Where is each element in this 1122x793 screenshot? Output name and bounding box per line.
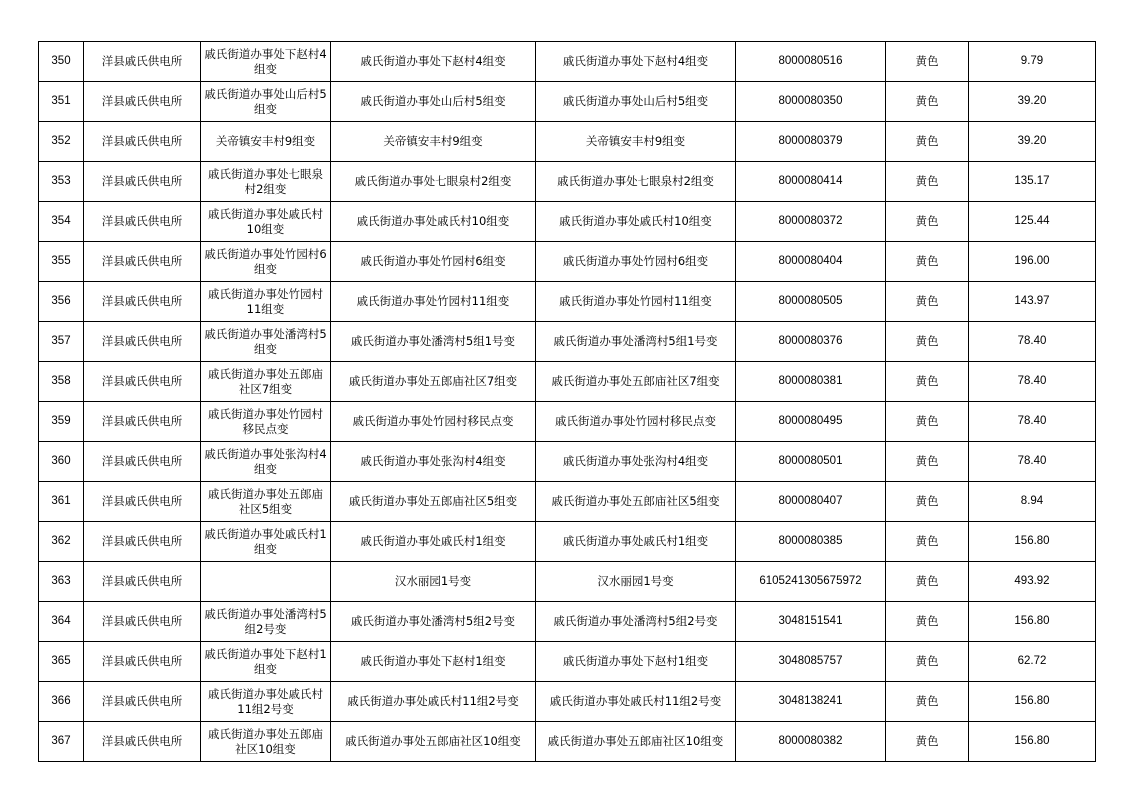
transformer-name-cell: 戚氏街道办事处山后村5组变 xyxy=(201,82,331,122)
row-number-cell: 362 xyxy=(39,522,84,562)
supply-station-cell: 洋县戚氏供电所 xyxy=(84,362,201,402)
transformer-alias-cell: 戚氏街道办事处山后村5组变 xyxy=(536,82,736,122)
transformer-name-cell: 戚氏街道办事处潘湾村5组2号变 xyxy=(201,602,331,642)
transformer-desc-cell: 戚氏街道办事处张沟村4组变 xyxy=(331,442,536,482)
row-number-cell: 353 xyxy=(39,162,84,202)
transformer-alias-cell: 关帝镇安丰村9组变 xyxy=(536,122,736,162)
warning-level-cell: 黄色 xyxy=(886,282,969,322)
row-number-cell: 351 xyxy=(39,82,84,122)
row-number-cell: 366 xyxy=(39,682,84,722)
transformer-alias-cell: 戚氏街道办事处张沟村4组变 xyxy=(536,442,736,482)
meter-code-cell: 8000080350 xyxy=(736,82,886,122)
transformer-alias-cell: 戚氏街道办事处下赵村1组变 xyxy=(536,642,736,682)
row-number-cell: 367 xyxy=(39,722,84,762)
transformer-name-cell xyxy=(201,562,331,602)
transformer-name-cell: 戚氏街道办事处戚氏村11组2号变 xyxy=(201,682,331,722)
supply-station-cell: 洋县戚氏供电所 xyxy=(84,162,201,202)
table-row xyxy=(39,42,1096,82)
supply-station-cell: 洋县戚氏供电所 xyxy=(84,242,201,282)
meter-code-cell: 8000080407 xyxy=(736,482,886,522)
meter-code-cell: 6105241305675972 xyxy=(736,562,886,602)
row-number-cell: 358 xyxy=(39,362,84,402)
warning-level-cell: 黄色 xyxy=(886,162,969,202)
transformer-name-cell: 戚氏街道办事处竹园村11组变 xyxy=(201,282,331,322)
transformer-desc-cell: 戚氏街道办事处竹园村移民点变 xyxy=(331,402,536,442)
transformer-desc-cell: 戚氏街道办事处山后村5组变 xyxy=(331,82,536,122)
transformer-name-cell: 戚氏街道办事处下赵村4组变 xyxy=(201,42,331,82)
transformer-desc-cell: 戚氏街道办事处戚氏村1组变 xyxy=(331,522,536,562)
supply-station-cell: 洋县戚氏供电所 xyxy=(84,522,201,562)
table-row xyxy=(39,242,1096,282)
meter-code-cell: 3048138241 xyxy=(736,682,886,722)
transformer-desc-cell: 关帝镇安丰村9组变 xyxy=(331,122,536,162)
transformer-name-cell: 戚氏街道办事处潘湾村5组变 xyxy=(201,322,331,362)
table-row xyxy=(39,522,1096,562)
value-cell: 143.97 xyxy=(969,282,1096,322)
meter-code-cell: 8000080501 xyxy=(736,442,886,482)
table-row xyxy=(39,442,1096,482)
meter-code-cell: 3048151541 xyxy=(736,602,886,642)
value-cell: 78.40 xyxy=(969,442,1096,482)
row-number-cell: 355 xyxy=(39,242,84,282)
row-number-cell: 356 xyxy=(39,282,84,322)
transformer-name-cell: 戚氏街道办事处下赵村1组变 xyxy=(201,642,331,682)
table-body xyxy=(39,42,1096,762)
transformer-name-cell: 戚氏街道办事处五郎庙社区5组变 xyxy=(201,482,331,522)
transformer-alias-cell: 戚氏街道办事处五郎庙社区10组变 xyxy=(536,722,736,762)
row-number-cell: 352 xyxy=(39,122,84,162)
warning-level-cell: 黄色 xyxy=(886,242,969,282)
supply-station-cell: 洋县戚氏供电所 xyxy=(84,562,201,602)
supply-station-cell: 洋县戚氏供电所 xyxy=(84,282,201,322)
row-number-cell: 363 xyxy=(39,562,84,602)
table-row xyxy=(39,162,1096,202)
warning-level-cell: 黄色 xyxy=(886,122,969,162)
table-row xyxy=(39,482,1096,522)
transformer-name-cell: 戚氏街道办事处七眼泉村2组变 xyxy=(201,162,331,202)
supply-station-cell: 洋县戚氏供电所 xyxy=(84,402,201,442)
transformer-desc-cell: 戚氏街道办事处五郎庙社区7组变 xyxy=(331,362,536,402)
transformer-name-cell: 戚氏街道办事处戚氏村1组变 xyxy=(201,522,331,562)
meter-code-cell: 3048085757 xyxy=(736,642,886,682)
table-row xyxy=(39,122,1096,162)
table-row xyxy=(39,682,1096,722)
transformer-name-cell: 戚氏街道办事处五郎庙社区10组变 xyxy=(201,722,331,762)
warning-level-cell: 黄色 xyxy=(886,602,969,642)
transformer-alias-cell: 戚氏街道办事处潘湾村5组1号变 xyxy=(536,322,736,362)
meter-code-cell: 8000080379 xyxy=(736,122,886,162)
table-row xyxy=(39,322,1096,362)
table-row xyxy=(39,402,1096,442)
row-number-cell: 350 xyxy=(39,42,84,82)
value-cell: 9.79 xyxy=(969,42,1096,82)
table-row xyxy=(39,642,1096,682)
transformer-alias-cell: 汉水丽园1号变 xyxy=(536,562,736,602)
warning-level-cell: 黄色 xyxy=(886,82,969,122)
supply-station-cell: 洋县戚氏供电所 xyxy=(84,482,201,522)
transformer-desc-cell: 戚氏街道办事处潘湾村5组1号变 xyxy=(331,322,536,362)
warning-level-cell: 黄色 xyxy=(886,362,969,402)
transformer-alias-cell: 戚氏街道办事处下赵村4组变 xyxy=(536,42,736,82)
warning-level-cell: 黄色 xyxy=(886,402,969,442)
value-cell: 78.40 xyxy=(969,402,1096,442)
meter-code-cell: 8000080382 xyxy=(736,722,886,762)
row-number-cell: 360 xyxy=(39,442,84,482)
supply-station-cell: 洋县戚氏供电所 xyxy=(84,122,201,162)
transformer-name-cell: 戚氏街道办事处张沟村4组变 xyxy=(201,442,331,482)
supply-station-cell: 洋县戚氏供电所 xyxy=(84,722,201,762)
warning-level-cell: 黄色 xyxy=(886,682,969,722)
transformer-alias-cell: 戚氏街道办事处竹园村11组变 xyxy=(536,282,736,322)
table-row xyxy=(39,362,1096,402)
warning-level-cell: 黄色 xyxy=(886,442,969,482)
meter-code-cell: 8000080516 xyxy=(736,42,886,82)
transformer-desc-cell: 戚氏街道办事处下赵村1组变 xyxy=(331,642,536,682)
warning-level-cell: 黄色 xyxy=(886,42,969,82)
supply-station-cell: 洋县戚氏供电所 xyxy=(84,682,201,722)
transformer-alias-cell: 戚氏街道办事处潘湾村5组2号变 xyxy=(536,602,736,642)
value-cell: 156.80 xyxy=(969,682,1096,722)
warning-level-cell: 黄色 xyxy=(886,322,969,362)
warning-level-cell: 黄色 xyxy=(886,642,969,682)
table-row xyxy=(39,602,1096,642)
value-cell: 196.00 xyxy=(969,242,1096,282)
meter-code-cell: 8000080495 xyxy=(736,402,886,442)
warning-level-cell: 黄色 xyxy=(886,522,969,562)
transformer-desc-cell: 汉水丽园1号变 xyxy=(331,562,536,602)
transformer-name-cell: 戚氏街道办事处五郎庙社区7组变 xyxy=(201,362,331,402)
supply-station-cell: 洋县戚氏供电所 xyxy=(84,82,201,122)
transformer-desc-cell: 戚氏街道办事处五郎庙社区5组变 xyxy=(331,482,536,522)
transformer-alias-cell: 戚氏街道办事处五郎庙社区5组变 xyxy=(536,482,736,522)
table-row xyxy=(39,722,1096,762)
value-cell: 78.40 xyxy=(969,322,1096,362)
warning-level-cell: 黄色 xyxy=(886,482,969,522)
row-number-cell: 365 xyxy=(39,642,84,682)
transformer-alias-cell: 戚氏街道办事处竹园村6组变 xyxy=(536,242,736,282)
table-row xyxy=(39,282,1096,322)
value-cell: 8.94 xyxy=(969,482,1096,522)
supply-station-cell: 洋县戚氏供电所 xyxy=(84,202,201,242)
value-cell: 156.80 xyxy=(969,522,1096,562)
row-number-cell: 361 xyxy=(39,482,84,522)
transformer-alias-cell: 戚氏街道办事处竹园村移民点变 xyxy=(536,402,736,442)
transformer-name-cell: 戚氏街道办事处戚氏村10组变 xyxy=(201,202,331,242)
table-row xyxy=(39,82,1096,122)
row-number-cell: 357 xyxy=(39,322,84,362)
value-cell: 156.80 xyxy=(969,722,1096,762)
meter-code-cell: 8000080381 xyxy=(736,362,886,402)
meter-code-cell: 8000080404 xyxy=(736,242,886,282)
value-cell: 78.40 xyxy=(969,362,1096,402)
transformer-desc-cell: 戚氏街道办事处竹园村6组变 xyxy=(331,242,536,282)
transformer-alias-cell: 戚氏街道办事处五郎庙社区7组变 xyxy=(536,362,736,402)
transformer-desc-cell: 戚氏街道办事处五郎庙社区10组变 xyxy=(331,722,536,762)
transformer-desc-cell: 戚氏街道办事处戚氏村10组变 xyxy=(331,202,536,242)
transformer-desc-cell: 戚氏街道办事处潘湾村5组2号变 xyxy=(331,602,536,642)
table-row xyxy=(39,562,1096,602)
transformer-name-cell: 戚氏街道办事处竹园村移民点变 xyxy=(201,402,331,442)
warning-level-cell: 黄色 xyxy=(886,202,969,242)
transformer-desc-cell: 戚氏街道办事处戚氏村11组2号变 xyxy=(331,682,536,722)
supply-station-cell: 洋县戚氏供电所 xyxy=(84,602,201,642)
supply-station-cell: 洋县戚氏供电所 xyxy=(84,322,201,362)
value-cell: 135.17 xyxy=(969,162,1096,202)
transformer-table xyxy=(38,41,1096,762)
transformer-desc-cell: 戚氏街道办事处竹园村11组变 xyxy=(331,282,536,322)
value-cell: 156.80 xyxy=(969,602,1096,642)
meter-code-cell: 8000080414 xyxy=(736,162,886,202)
meter-code-cell: 8000080505 xyxy=(736,282,886,322)
value-cell: 39.20 xyxy=(969,122,1096,162)
value-cell: 39.20 xyxy=(969,82,1096,122)
transformer-alias-cell: 戚氏街道办事处戚氏村10组变 xyxy=(536,202,736,242)
transformer-name-cell: 关帝镇安丰村9组变 xyxy=(201,122,331,162)
transformer-alias-cell: 戚氏街道办事处戚氏村11组2号变 xyxy=(536,682,736,722)
supply-station-cell: 洋县戚氏供电所 xyxy=(84,642,201,682)
meter-code-cell: 8000080376 xyxy=(736,322,886,362)
meter-code-cell: 8000080385 xyxy=(736,522,886,562)
supply-station-cell: 洋县戚氏供电所 xyxy=(84,442,201,482)
value-cell: 493.92 xyxy=(969,562,1096,602)
row-number-cell: 354 xyxy=(39,202,84,242)
row-number-cell: 359 xyxy=(39,402,84,442)
transformer-alias-cell: 戚氏街道办事处七眼泉村2组变 xyxy=(536,162,736,202)
warning-level-cell: 黄色 xyxy=(886,562,969,602)
transformer-desc-cell: 戚氏街道办事处七眼泉村2组变 xyxy=(331,162,536,202)
value-cell: 125.44 xyxy=(969,202,1096,242)
transformer-alias-cell: 戚氏街道办事处戚氏村1组变 xyxy=(536,522,736,562)
meter-code-cell: 8000080372 xyxy=(736,202,886,242)
transformer-desc-cell: 戚氏街道办事处下赵村4组变 xyxy=(331,42,536,82)
value-cell: 62.72 xyxy=(969,642,1096,682)
row-number-cell: 364 xyxy=(39,602,84,642)
supply-station-cell: 洋县戚氏供电所 xyxy=(84,42,201,82)
transformer-name-cell: 戚氏街道办事处竹园村6组变 xyxy=(201,242,331,282)
warning-level-cell: 黄色 xyxy=(886,722,969,762)
table-row xyxy=(39,202,1096,242)
